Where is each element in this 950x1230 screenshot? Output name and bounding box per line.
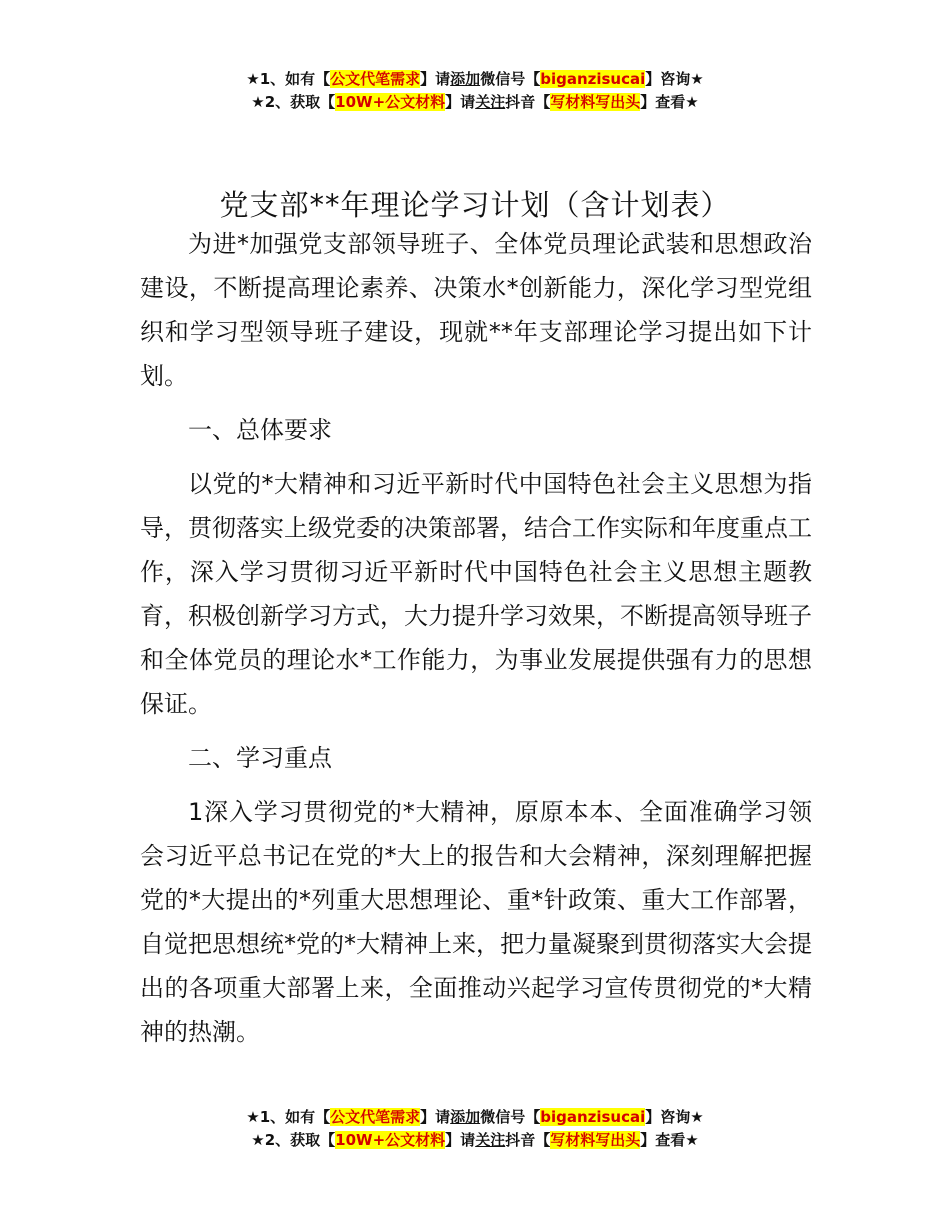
underlined-text: 关注 <box>475 93 506 111</box>
banner-text: 】咨询 <box>645 70 691 88</box>
star-icon: ★ <box>690 1108 704 1126</box>
star-icon: ★ <box>246 70 260 88</box>
banner-text: 微信号【 <box>480 70 541 88</box>
star-icon: ★ <box>251 93 265 111</box>
banner-text: 】请 <box>445 1131 476 1149</box>
banner-line-2 <box>0 91 950 114</box>
banner-line-1 <box>0 1106 950 1129</box>
banner-text: 】请 <box>420 1108 451 1126</box>
section-paragraph: 以党的*大精神和习近平新时代中国特色社会主义思想为指导，贯彻落实上级党委的决策部署，结合工作实际和年度重点工作，深入学习贯彻习近平新时代中国特色社会主义思想主题教育，积极创新学习方式，大力提升学习效果，不断提高领导班子和全体党员的理论水*工作能力，为事业发展提供强有力的思想保证。 <box>140 470 812 718</box>
highlight-text: biganzisucai <box>540 70 646 88</box>
banner-text: 1、如有【 <box>259 1108 331 1126</box>
banner-text: 抖音【 <box>505 1131 551 1149</box>
banner-text: 】请 <box>420 70 451 88</box>
document-body <box>140 222 812 1064</box>
highlight-text: 公文代笔需求 <box>330 1108 421 1126</box>
highlight-text: 写材料写出头 <box>550 93 641 111</box>
section-heading-study-focus: 二、学习重点 <box>188 744 332 772</box>
underlined-text: 添加 <box>450 1108 481 1126</box>
banner-line-2 <box>0 1129 950 1152</box>
banner-text: 】请 <box>445 93 476 111</box>
header-banner <box>0 68 950 114</box>
document-title: 党支部**年理论学习计划（含计划表） <box>219 188 731 223</box>
banner-text: 】查看 <box>640 93 686 111</box>
star-icon: ★ <box>246 1108 260 1126</box>
highlight-text: biganzisucai <box>540 1108 646 1126</box>
banner-line-1 <box>0 68 950 91</box>
section-heading-general-requirements: 一、总体要求 <box>188 416 332 444</box>
section-paragraph: 1深入学习贯彻党的*大精神，原原本本、全面准确学习领会习近平总书记在党的*大上的报告和大会精神，深刻理解把握党的*大提出的*列重大思想理论、重*针政策、重大工作部署，自觉把思想统*党的*大精神上来，把力量凝聚到贯彻落实大会提出的各项重大部署上来，全面推动兴起学习宣传贯彻党的*大精神的热潮。 <box>140 798 812 1046</box>
banner-text: 】咨询 <box>645 1108 691 1126</box>
underlined-text: 关注 <box>475 1131 506 1149</box>
intro-paragraph: 为进*加强党支部领导班子、全体党员理论武装和思想政治建设，不断提高理论素养、决策水*创新能力，深化学习型党组织和学习型领导班子建设，现就**年支部理论学习提出如下计划。 <box>140 230 812 390</box>
banner-text: 2、获取【 <box>264 93 336 111</box>
banner-text: 】查看 <box>640 1131 686 1149</box>
star-icon: ★ <box>685 93 699 111</box>
star-icon: ★ <box>251 1131 265 1149</box>
star-icon: ★ <box>690 70 704 88</box>
banner-text: 微信号【 <box>480 1108 541 1126</box>
banner-text: 1、如有【 <box>259 70 331 88</box>
highlight-text: 10W+公文材料 <box>335 1131 446 1149</box>
highlight-text: 公文代笔需求 <box>330 70 421 88</box>
star-icon: ★ <box>685 1131 699 1149</box>
banner-text: 2、获取【 <box>264 1131 336 1149</box>
highlight-text: 写材料写出头 <box>550 1131 641 1149</box>
footer-banner <box>0 1106 950 1152</box>
banner-text: 抖音【 <box>505 93 551 111</box>
highlight-text: 10W+公文材料 <box>335 93 446 111</box>
underlined-text: 添加 <box>450 70 481 88</box>
